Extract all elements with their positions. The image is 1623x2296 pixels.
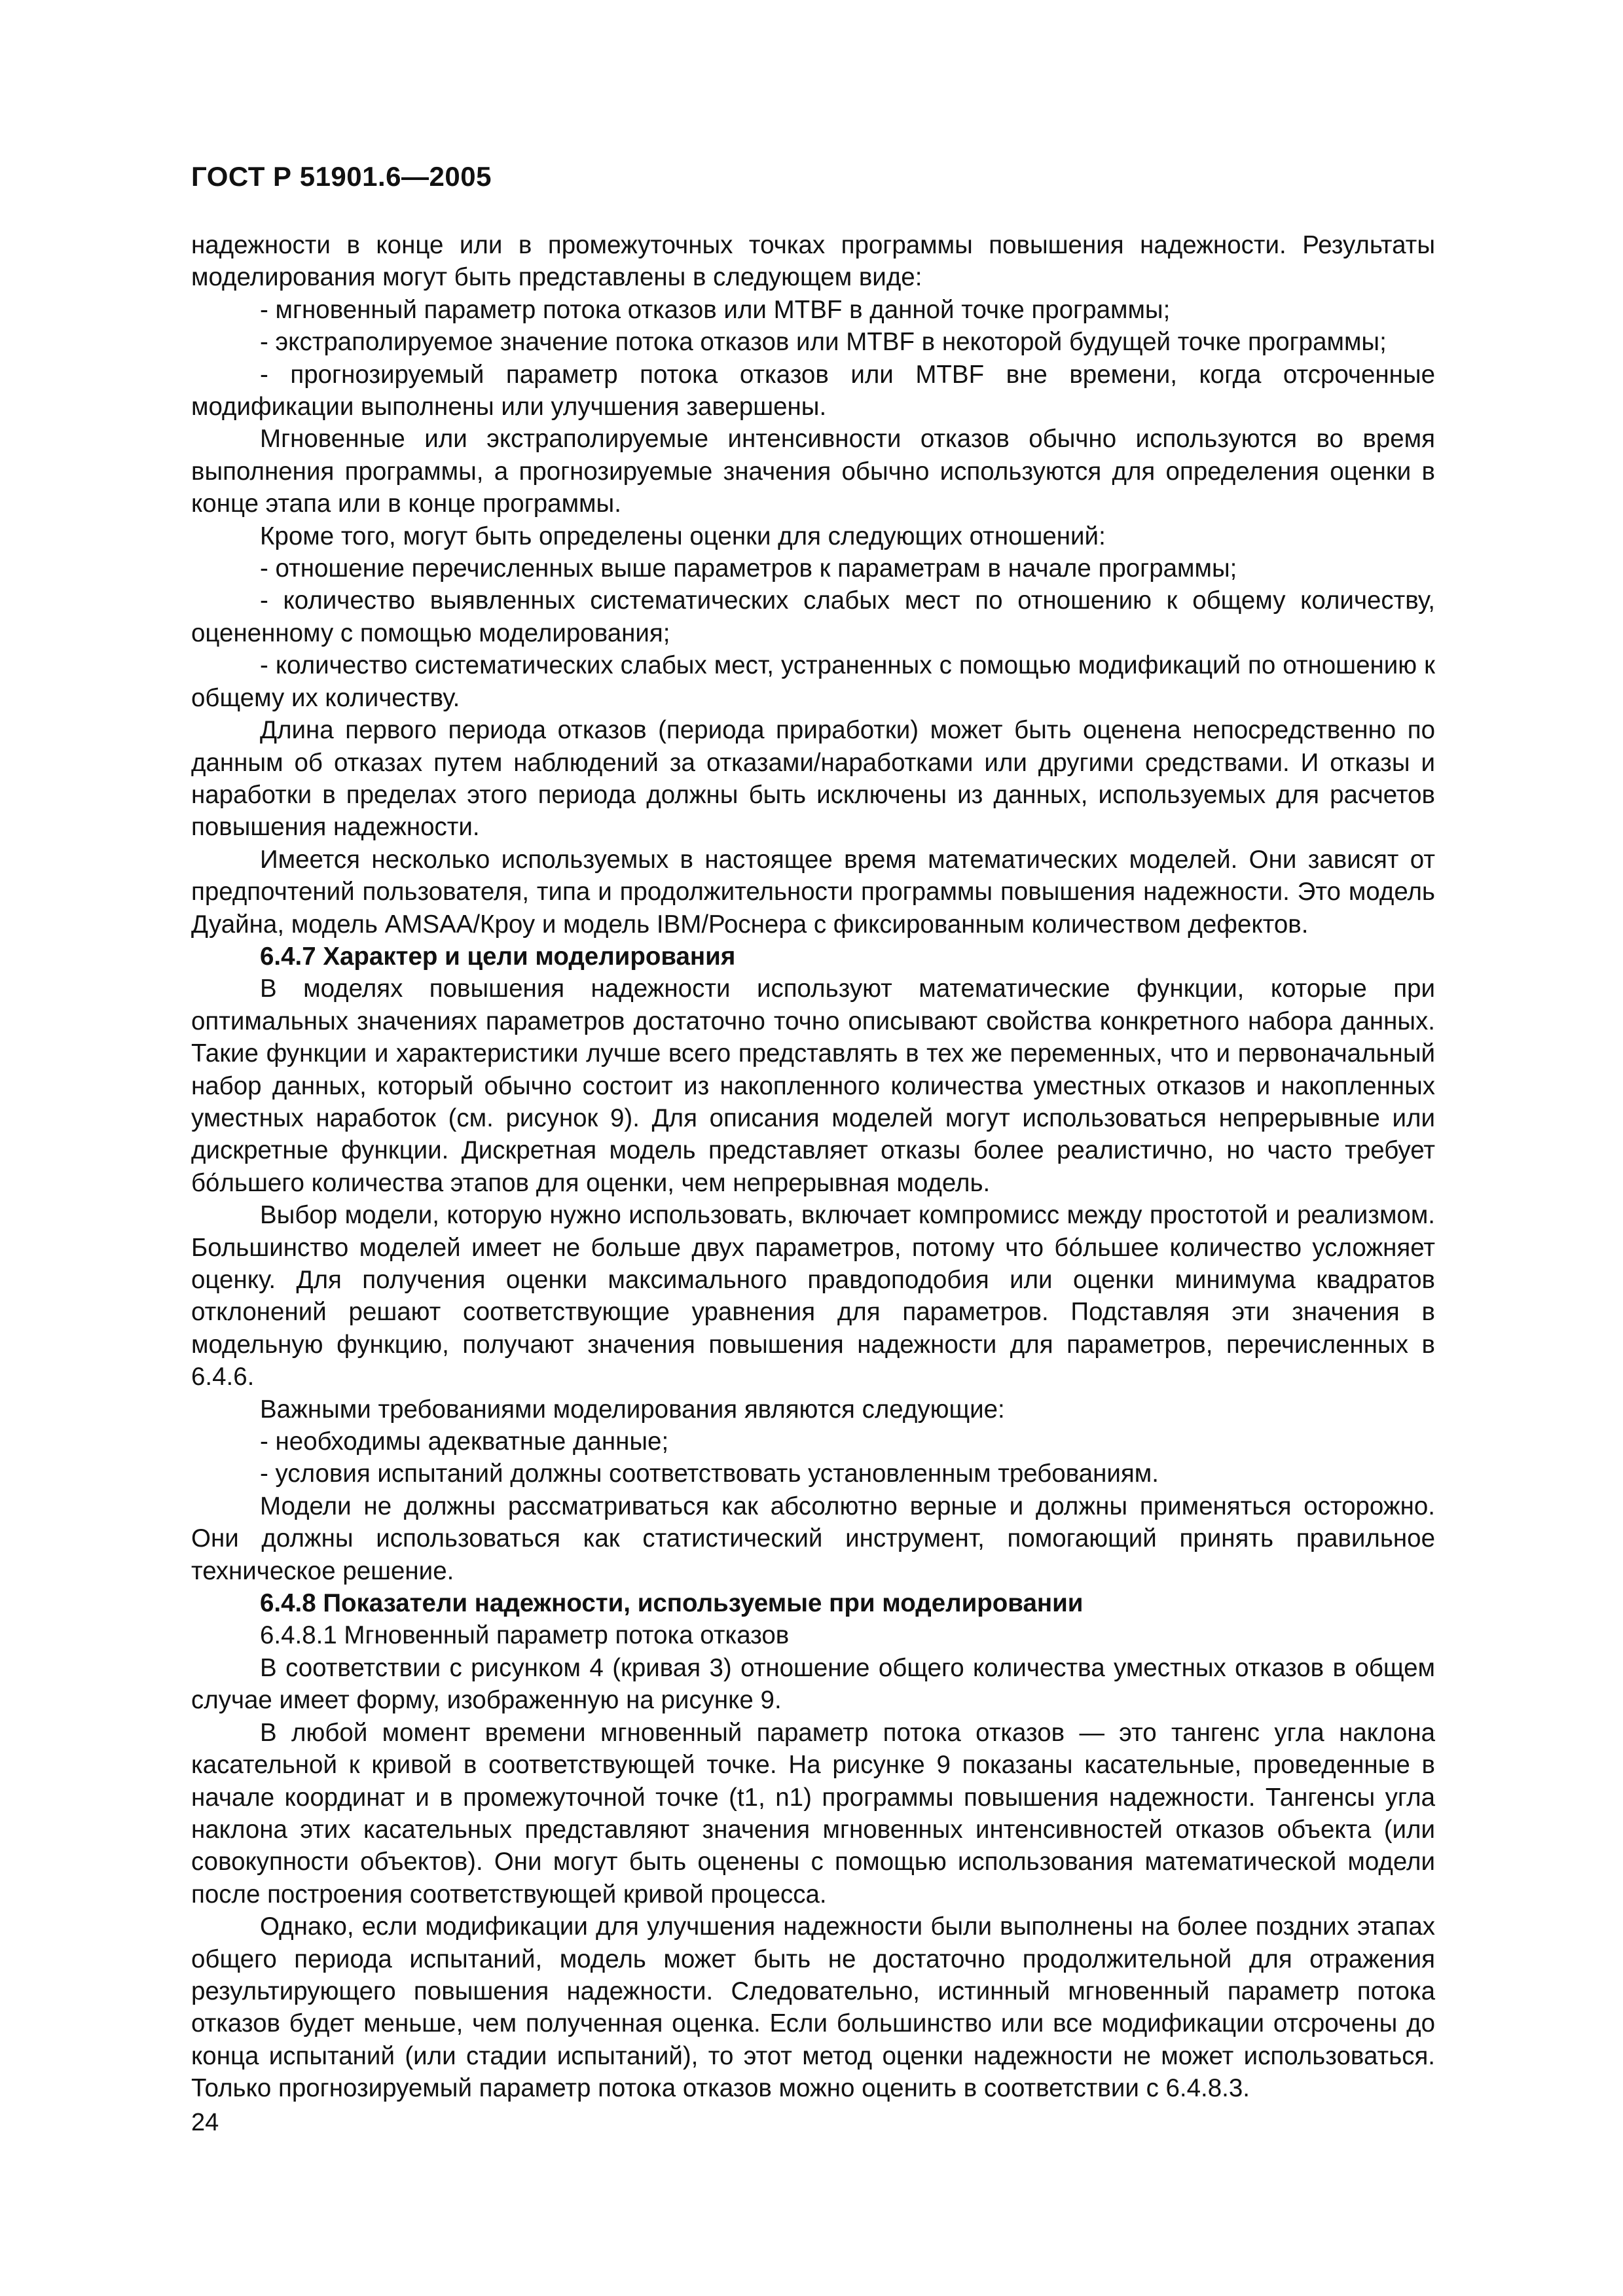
paragraph: В любой момент времени мгновенный параметр потока отказов — это тангенс угла наклона касательной к кривой в соответствующей точке. На рисунке 9 показаны касательные, проведенные в начале координат и в промежуточной точке (t1, n1) программы повышения надежности. Тангенсы угла наклона этих касательных представляют значения мгновенных интенсивностей отказов объекта (или совокупности объектов). Они могут быть оценены с помощью использования математической модели после построения соответствующей кривой процесса. [191,1718,1435,1909]
paragraph: Длина первого периода отказов (периода приработки) может быть оценена непосредственно по данным об отказах путем наблюдений за отказами/наработками или другими средствами. И отказы и наработки в пределах этого периода должны быть исключены из данных, используемых для расчетов повышения надежности. [191,716,1435,842]
paragraph: надежности в конце или в промежуточных точках программы повышения надежности. Результаты моделирования могут быть представлены в следующем виде: [191,231,1435,292]
paragraph: Выбор модели, которую нужно использовать, включает компромисс между простотой и реализмом. Большинство моделей имеет не больше двух параметров, потому что бо́льшее количество усложняет оценку. Для получения оценки максимального правдоподобия или оценки минимума квадратов отклонений решают соответствующие уравнения для параметров. Подставляя эти значения в модельную функцию, получают значения повышения надежности для параметров, перечисленных в 6.4.6. [191,1201,1435,1391]
list-item: - экстраполируемое значение потока отказов или MTBF в некоторой будущей точке программы; [260,328,1387,357]
subsection-heading: 6.4.8.1 Мгновенный параметр потока отказов [260,1621,790,1650]
section-heading: 6.4.7 Характер и цели моделирования [260,942,736,971]
paragraph: Модели не должны рассматриваться как абсолютно верные и должны применяться осторожно. Они должны использоваться как статистический инструмент, помогающий принять правильное техническое решение. [191,1492,1435,1585]
list-item: - количество выявленных систематических слабых мест по отношению к общему количеству, оцененному с помощью моделирования; [191,586,1435,647]
paragraph: Важными требованиями моделирования являются следующие: [260,1395,1005,1424]
paragraph: Кроме того, могут быть определены оценки для следующих отношений: [260,522,1106,550]
paragraph: Однако, если модификации для улучшения надежности были выполнены на более поздних этапах общего периода испытаний, модель может быть не достаточно продолжительной для отражения результирующего повышения надежности. Следовательно, истинный мгновенный параметр потока отказов будет меньше, чем полученная оценка. Если большинство или все модификации отсрочены до конца испытаний (или стадии испытаний), то этот метод оценки надежности не может использоваться. Только прогнозируемый параметр потока отказов можно оценить в соответствии с 6.4.8.3. [191,1912,1435,2103]
list-item: - количество систематических слабых мест, устраненных с помощью модификаций по отношению к общему их количеству. [191,651,1435,712]
paragraph: Мгновенные или экстраполируемые интенсивности отказов обычно используются во время выполнения программы, а прогнозируемые значения обычно используются для определения оценки в конце этапа или в конце программы. [191,425,1435,518]
list-item: - прогнозируемый параметр потока отказов или MTBF вне времени, когда отсроченные модификации выполнены или улучшения завершены. [191,360,1435,422]
paragraph: Имеется несколько используемых в настоящее время математических моделей. Они зависят от предпочтений пользователя, типа и продолжительности программы повышения надежности. Это модель Дуайна, модель AMSAA/Кроу и модель IBM/Роснера с фиксированным количеством дефектов. [191,845,1435,939]
paragraph: В соответствии с рисунком 4 (кривая 3) отношение общего количества уместных отказов в общем случае имеет форму, изображенную на рисунке 9. [191,1653,1435,1715]
section-heading: 6.4.8 Показатели надежности, используемые при моделировании [260,1589,1084,1618]
paragraph: В моделях повышения надежности используют математические функции, которые при оптимальных значениях параметров достаточно точно описывают свойства конкретного набора данных. Такие функции и характеристики лучше всего представлять в тех же переменных, что и первоначальный набор данных, который обычно состоит из накопленного количества уместных отказов и накопленных уместных наработок (см. рисунок 9). Для описания моделей могут использоваться непрерывные или дискретные функции. Дискретная модель представляет отказы более реалистично, но часто требует бо́льшего количества этапов для оценки, чем непрерывная модель. [191,975,1435,1197]
list-item: - отношение перечисленных выше параметров к параметрам в начале программы; [260,554,1237,583]
list-item: - условия испытаний должны соответствовать установленным требованиям. [260,1460,1159,1488]
document-body [191,229,1435,2105]
list-item: - необходимы адекватные данные; [260,1427,669,1456]
page-header: ГОСТ Р 51901.6—2005 [191,161,492,192]
page-number: 24 [191,2109,219,2136]
list-item: - мгновенный параметр потока отказов или MTBF в данной точке программы; [260,295,1171,324]
